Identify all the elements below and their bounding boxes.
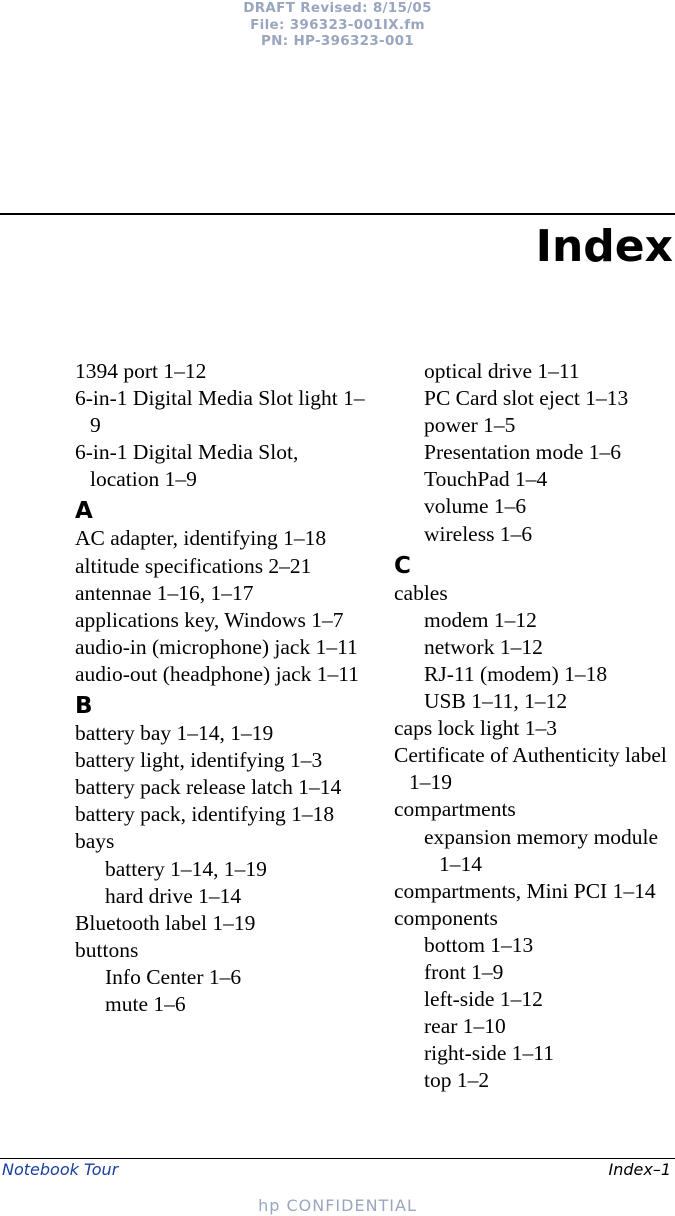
index-entry[interactable]: audio-in (microphone) jack 1–11: [75, 634, 358, 659]
index-entry[interactable]: applications key, Windows 1–7: [75, 607, 344, 632]
index-subentry[interactable]: Presentation mode 1–6: [424, 440, 622, 465]
index-subentry[interactable]: wireless 1–6: [424, 521, 533, 546]
index-subentry[interactable]: optical drive 1–11: [424, 359, 580, 383]
index-subentry[interactable]: network 1–12: [424, 634, 543, 659]
index-subentry[interactable]: mute 1–6: [105, 991, 186, 1016]
index-subentry[interactable]: front 1–9: [424, 959, 504, 984]
footer-chapter-link[interactable]: Notebook Tour: [2, 1160, 119, 1179]
index-subentry[interactable]: PC Card slot eject 1–13: [424, 386, 629, 411]
index-subentry[interactable]: modem 1–12: [424, 607, 537, 632]
index-entry[interactable]: 6-in-1 Digital Media Slot light 1–9: [75, 386, 365, 438]
index-column-left: [75, 358, 365, 1018]
index-subentry[interactable]: TouchPad 1–4: [424, 467, 548, 492]
index-subentry[interactable]: expansion memory module 1–14: [424, 824, 659, 876]
index-entry[interactable]: AC adapter, identifying 1–18: [75, 526, 327, 551]
index-entry[interactable]: bays: [75, 829, 115, 854]
draft-pn-line: PN: HP-396323-001: [260, 33, 415, 49]
index-entry[interactable]: audio-out (headphone) jack 1–11: [75, 661, 359, 686]
index-subentry[interactable]: battery 1–14, 1–19: [105, 856, 267, 881]
index-entry[interactable]: battery pack release latch 1–14: [75, 775, 342, 800]
index-column-right: [394, 358, 675, 1094]
index-subentry[interactable]: bottom 1–13: [424, 932, 534, 957]
index-entry[interactable]: buttons: [75, 937, 139, 962]
index-entry[interactable]: Certificate of Authenticity label 1–19: [394, 743, 667, 795]
draft-file-line: File: 396323-001IX.fm: [250, 16, 425, 33]
index-entry[interactable]: compartments, Mini PCI 1–14: [394, 878, 656, 903]
title-rule: [0, 213, 675, 215]
index-subentry[interactable]: RJ-11 (modem) 1–18: [424, 661, 608, 686]
index-subentry[interactable]: hard drive 1–14: [105, 883, 242, 908]
index-entry[interactable]: components: [394, 905, 498, 930]
index-subentry[interactable]: Info Center 1–6: [105, 964, 242, 989]
index-entry[interactable]: cables: [394, 580, 448, 605]
index-subentry[interactable]: right-side 1–11: [424, 1041, 554, 1066]
index-subentry[interactable]: top 1–2: [424, 1068, 490, 1093]
index-entry[interactable]: 6-in-1 Digital Media Slot, location 1–9: [75, 440, 299, 492]
draft-header: [0, 0, 675, 50]
index-letter-heading: C: [394, 552, 411, 579]
index-entry[interactable]: Bluetooth label 1–19: [75, 910, 256, 935]
index-letter-heading: A: [75, 498, 93, 525]
index-entry[interactable]: 1394 port 1–12: [75, 359, 207, 383]
index-subentry[interactable]: rear 1–10: [424, 1014, 506, 1039]
footer-rule: [0, 1158, 675, 1159]
index-letter-heading: B: [75, 693, 93, 720]
index-entry[interactable]: altitude specifications 2–21: [75, 553, 312, 578]
index-subentry[interactable]: USB 1–11, 1–12: [424, 689, 568, 714]
page-title: Index: [535, 221, 673, 272]
footer-page-number: Index–1: [608, 1160, 671, 1179]
index-entry[interactable]: battery pack, identifying 1–18: [75, 802, 335, 827]
index-entry[interactable]: caps lock light 1–3: [394, 716, 558, 741]
index-subentry[interactable]: volume 1–6: [424, 494, 527, 519]
index-entry[interactable]: compartments: [394, 797, 516, 822]
draft-revised-line: DRAFT Revised: 8/15/05: [243, 0, 432, 16]
index-entry[interactable]: antennae 1–16, 1–17: [75, 580, 254, 605]
index-entry[interactable]: battery bay 1–14, 1–19: [75, 721, 274, 746]
index-subentry[interactable]: left-side 1–12: [424, 987, 543, 1012]
confidential-notice: hp CONFIDENTIAL: [258, 1196, 417, 1215]
index-entry[interactable]: battery light, identifying 1–3: [75, 748, 323, 773]
index-subentry[interactable]: power 1–5: [424, 413, 516, 438]
